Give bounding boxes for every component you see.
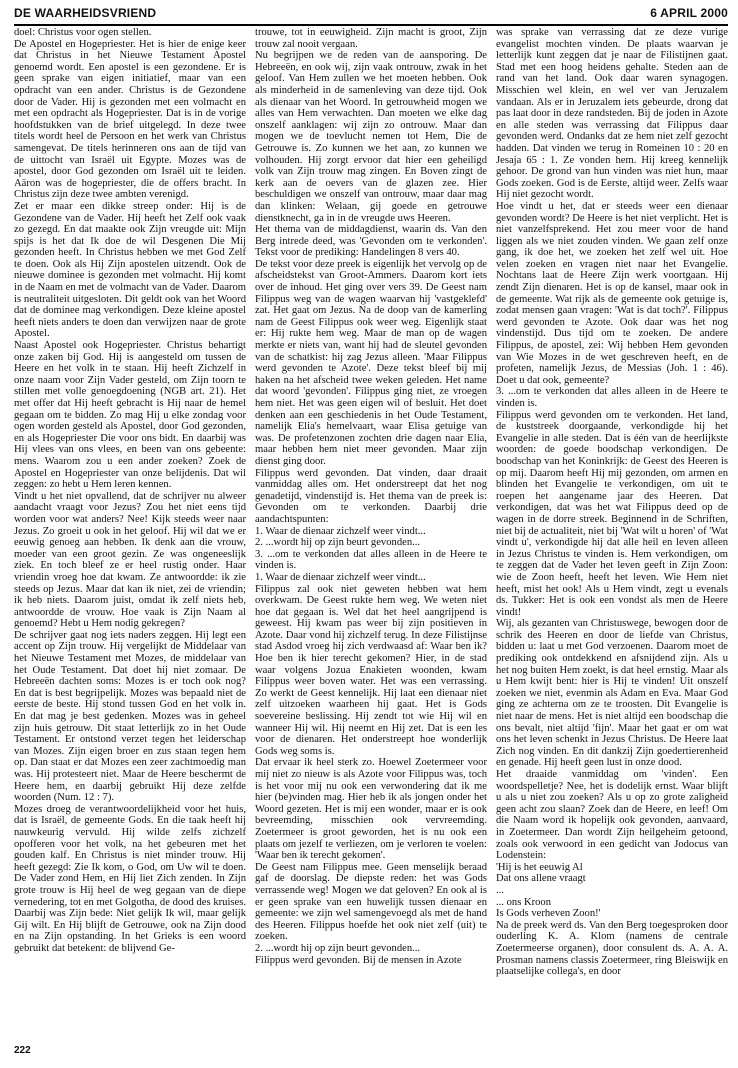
paragraph: 1. Waar de dienaar zichzelf weer vindt...	[255, 525, 426, 537]
paragraph: Dat ons allene vraagt	[496, 873, 586, 885]
paragraph: Dat ervaar ik heel sterk zo. Hoewel Zoetermeer voor mij niet zo nieuw is als Azote voor Filippus was, toch is het voor mij nu ook een verwondering dat ik me hier (be)vinden mag. Hier heb ik als jongen onder het Woord gezeten. Het is mij een wonder, maar er is ook bevreemding, misschien ook vervreemding. Zoetermeer is groot geworden, het is nu ook een plaats om jezelf te verliezen, om je verloren te voelen: 'Waar ben ik terecht gekomen'.	[255, 757, 487, 862]
paragraph: Wij, als gezanten van Christuswege, bewogen door de schrik des Heeren en door de liefde van Christus, bidden u: laat u met God verzoenen. Daarom moet de prediking ook ontdekkend en afsnijdend zijn. Als u het nog buiten Hem zoekt, is dat heel ernstig. Maar als u Hem kwijt bent: hier is Hij te vinden! Uit onszelf zoeken we niet, evenmin als Adam en Eva. Maar God ging ze achterna om ze te troosten. Dit Evangelie is niet naar de mens. Het is niet altijd een boodschap die ons bevalt, niet altijd 'fijn'. Maar het gaat er om wat ons het leven schenkt in Jezus Christus. De Heere laat Zich nog vinden. En dit dankzij Zijn goedertierenheid en genade. Hij heeft geen lust in onze dood.	[496, 618, 728, 769]
page-number: 222	[14, 1045, 31, 1056]
paragraph: 1. Waar de dienaar zichzelf weer vindt...	[255, 571, 426, 583]
paragraph: Nu begrijpen we de reden van de aansporing. De Hebreeën, en ook wij, zijn vaak ontrouw, zwak in het geloof. Van Hem zullen we het moeten hebben. Ook als minderheid in de samenleving van deze tijd. Ook als dienaar van het Woord. In getrouwheid mogen we alles van Hem verwachten. Dan moeten we elke dag onszelf aanklagen: wij zijn zo ontrouw. Maar dan mogen we de toevlucht nemen tot Hem, Die de Getrouwe is. Zo kunnen we het aan, zo kunnen we volhouden. Hij zorgt ervoor dat hier een geheiligd volk van Zijn trouw mag zingen. En Boven zingt de kerk aan de oevers van de glazen zee. Hier beschuldigen we onszelf van ontrouw, maar daar mag dan klinken: Welaan, gij goede en getrouwe dienstknecht, ga in in de vreugde uws Heeren.	[255, 50, 487, 224]
paragraph: Filippus zal ook niet geweten hebben wat hem overkwam. De Geest rukte hem weg. We weten niet hoe dat gegaan is. Wel dat het heel aangrijpend is geweest. Hij kwam pas weer bij zijn positieven in Azote. Daar vond hij zichzelf terug. In deze Filistijnse stad Asdod vroeg hij zich verdwaasd af: Waar ben ik? Hoe ben ik hier terecht gekomen? Hier, in de stad waar volgens Jozua Enakieten woonden, kwam Filippus weer boven water. Het was een verrassing. Zo werkt de Geest kennelijk. Hij laat een dienaar niet zelf uitzoeken waarheen hij gaat. Het is Gods soevereine beslissing. Hij zendt tot wie Hij wil en wanneer Hij wil. Hij neemt en Hij zet. Dat is een les voor de dienaren. Het onderstreept hoe wonderlijk Gods weg soms is.	[255, 583, 487, 757]
paragraph: 2. ...wordt hij op zijn beurt gevonden...	[255, 942, 421, 954]
paragraph: Het thema van de middagdienst, waarin ds. Van den Berg intrede deed, was 'Gevonden om te verkonden'. Tekst voor de prediking: Handelingen 8 vers 40.	[255, 224, 487, 259]
paragraph: Vindt u het niet opvallend, dat de schrijver nu alweer aandacht vraagt voor Jezus? Zou het niet eens tijd worden voor wat anders? Nee! Kijk steeds weer naar Jezus. Zo groeit u ook in het geloof. Hij wil dat we er eeuwig genoeg aan hebben. Ik denk aan die vrouw, moeder van een groot gezin. Ze was ongeneeslijk ziek. En toch bleef ze er heel rustig onder. Haar vriendin vroeg hoe dat kwam. Ze antwoordde: ik zie steeds op Jezus. Maar dat kan ik niet, zei de vriendin; ik heb niets. Daarom juist, omdat ik zelf niets heb, antwoordde de vrouw. Hoe vaak is Zijn Naam al genoemd? Hebt u Hem nodig gekregen?	[14, 490, 246, 630]
article-body	[14, 27, 728, 1045]
paragraph: De Geest nam Filippus mee. Geen menselijk beraad gaf de doorslag. De diepste reden: het was Gods verrassende weg! Mogen we dat geloven? En ook al is er geen sprake van een huwelijk tussen dienaar en gemeente: we zijn wel samengevoegd als met de hand des Heeren. Filippus hoefde het ook niet zelf (uit) te zoeken.	[255, 861, 487, 943]
column-2	[255, 27, 487, 1045]
column-1	[14, 27, 246, 1045]
paragraph: 3. ...om te verkonden dat alles alleen in de Heere te vinden is.	[496, 386, 728, 409]
paragraph: 'Hij is het eeuwig Al	[496, 861, 583, 873]
paragraph: Hoe vindt u het, dat er steeds weer een dienaar gevonden wordt? De Heere is het niet verplicht. Het is niet vanzelfsprekend. Het zou meer voor de hand liggen als we niet zouden vinden. We gaan zelf onze gang, ik doe het, we zoeken het zelf wel uit. Hoe velen zoeken en vragen niet naar het Evangelie. Nochtans laat de Heere Zijn werk voortgaan. Hij zendt Zijn dienaren. Het is op de kansel, maar ook in de gemeente. Wat rijk als de gemeente ook getuige is, zodat mensen gaan vragen: 'Wat is dat toch?'. Filippus werd gevonden te Azote. Ook daar was het nog vindenstijd. Dus tijd om te zoeken. De andere Filippus, de apostel, zei: Wij hebben Hem gevonden van Wie Mozes in de wet geschreven heeft, en de profeten, namelijk Jezus, de Messias (Joh. 1 : 46). Doet u dat ook, gemeente?	[496, 200, 728, 386]
paragraph: ...	[496, 884, 504, 896]
paragraph: Na de preek werd ds. Van den Berg toegesproken door ouderling K. A. Klom (namens de centrale Zoetermeerse organen), door consulent ds. A. A. A. Prosman namens classis Zoetermeer, ring Bleiswijk en plaatselijke collega's, en door	[496, 919, 728, 978]
paragraph: Filippus werd gevonden. Bij de mensen in Azote	[255, 954, 462, 966]
paragraph: doel: Christus voor ogen stellen.	[14, 27, 152, 38]
page-header	[14, 4, 728, 26]
publication-title: DE WAARHEIDSVRIEND	[14, 6, 157, 20]
paragraph: 3. ...om te verkonden dat alles alleen in de Heere te vinden is.	[255, 548, 487, 572]
issue-date: 6 APRIL 2000	[650, 6, 728, 20]
column-3	[496, 27, 728, 1045]
paragraph: De tekst voor deze preek is eigenlijk het vervolg op de afscheidstekst van Groot-Ammers. Daarom kort iets over de inhoud. Het ging over vers 39. De Geest nam Filippus weg van de wagen waarvan hij 'vastgeklefd' zat. Het gaat om Jezus. Na de doop van de kamerling nam de Geest Filippus ook weer weg. Eigenlijk staat er: Hij rukte hem weg. Maar de man op de wagen merkte er niets van, want hij had de sleutel gevonden van de schatkist: hij zag Jezus alleen. 'Maar Filippus werd gevonden te Azote'. Deze tekst bleef bij mij haken na het afscheid twee weken geleden. Het name dat woord 'gevonden'. Filippus ging niet, ze vroegen hem niet. Het was geen eigen wil of besluit. Het doet denken aan een geschiedenis in het Oude Testament, namelijk Elia's hemelvaart, waar Elisa getuige van was. De profetenzonen zochten drie dagen naar Elia, maar hebben hem niet meer gevonden. Maar zijn dienst ging door.	[255, 258, 487, 467]
paragraph: ... ons Kroon	[496, 896, 552, 908]
paragraph: Filippus werd gevonden. Dat vinden, daar draait vanmiddag alles om. Het onderstreept dat het nog genadetijd, vindenstijd is. Het thema van de preek is: Gevonden om te verkonden. Daarbij drie aandachtspunten:	[255, 467, 487, 525]
paragraph: Is Gods verheven Zoon!'	[496, 908, 601, 920]
paragraph: Het draaide vanmiddag om 'vinden'. Een woordspelletje? Nee, het is dodelijk ernst. Waar blijft u als u niet zou zoeken? Als u op zo grote zaligheid geen acht zou slaan? Zoek dan de Heere, en leef! Om die Naam word ik hopelijk ook gevonden, aanvaard, in Zoetermeer. Dan wordt Zijn heilgeheim getoond, zoals ook verwoord in een gedicht van Jodocus van Lodenstein:	[496, 769, 728, 862]
paragraph: De schrijver gaat nog iets naders zeggen. Hij legt een accent op Zijn trouw. Hij vergelijkt de Middelaar van het Nieuwe Testament met Mozes, de middelaar van het Oude Testament. Dat doet hij niet zomaar. De Hebreeën dachten soms: Mozes is er toch ook nog? En dat is best begrijpelijk. Mozes was bepaald niet de eerste de beste. Hij stond tussen God en het volk in. En dat mag je best gedenken. Mozes was in geheel zijn huis getrouw. Dit staat letterlijk zo in het Oude Testament. Er ontstond verzet tegen het leiderschap van Mozes. Zijn eigen broer en zus staan tegen hem op. Dan staat er dat Mozes een zeer zachtmoedig man was. Hij protesteert niet. Maar de Heere beschermt de Heere hem, en daarbij gebruikt Hij deze zelfde woorden (Num. 12 : 7).	[14, 629, 246, 804]
paragraph: Naast Apostel ook Hogepriester. Christus behartigt onze zaken bij God. Hij is aangesteld om tussen de Heere en het volk in te staan. Hij heeft Zichzelf in onze naam voor Zijn Vader gesteld, om Zijn toorn te stillen met volle genoegdoening (NGB art. 21). Het met offer dat Hij heeft gebracht is Hij naar de hemel gegaan om te bidden. Zo mag Hij u elke zondag voor ogen worden gesteld als Apostel, door God gezonden, en als Hogepriester Die voor ons bidt. En daarbij was Hij vlees van ons vlees, en been van ons gebeente: mens. Waarom zou u een ander zoeken? Zoek de Apostel en Hogepriester van onze belijdenis. Dat wil zeggen: zo hebt u Hem leren kennen.	[14, 340, 246, 491]
paragraph: Mozes droeg de verantwoordelijkheid voor het huis, dat is Israël, de gemeente Gods. En die taak heeft hij nauwkeurig vervuld. Hij wilde zelfs zichzelf opofferen voor het volk, na het gebeuren met het gouden kalf. En Christus is niet minder trouw. Hij heeft gezegd: Zie Ik kom, o God, om Uw wil te doen. De Vader zond Hem, en Hij liet Zich zenden. In Zijn grote trouw is Hij heel de weg gegaan van de diepe vernedering, tot en met Golgotha, de dood des kruises. Daarbij was Zijn bede: Niet gelijk Ik wil, maar gelijk Gij wilt. En Hij blijft de Getrouwe, ook na Zijn dood en na Zijn opstanding. In het Grieks is een woord gebruikt dat betekent: de blijvend Ge-	[14, 803, 246, 954]
paragraph: De Apostel en Hogepriester. Het is hier de enige keer dat Christus in het Nieuwe Testament Apostel genoemd wordt. Een apostel is een gezondene. Er is geen sprake van eigen initiatief, maar van een opdracht van een ander. Christus is de Gezondene door de Vader. Hij is gezonden met een volmacht en met een opdracht als Hogepriester. Dat is in de vorige hoofdstukken van de brief uitgelegd. In deze twee titels wordt heel de Persoon en het werk van Christus samengevat. De titels herinneren ons aan de tijd van de uittocht van Israël uit Egypte. Mozes was de apostel, door God gezonden om Israël uit te leiden. Aäron was de hogepriester, die de offers bracht. In Christus zijn deze twee ambten verenigd.	[14, 38, 246, 201]
paragraph: Zet er maar een dikke streep onder: Hij is de Gezondene van de Vader. Hij heeft het Zelf ook vaak zo gezegd. En dat maakte ook Zijn vreugde uit: Mijn spijs is het dat Ik doe de wil Desgenen Die Mij gezonden heeft. In Christus hebben we met God Zelf te doen. Ook als Hij Zijn apostelen uitzendt. Ook de nieuwe dominee is gezonden met volmacht. Hij komt in de Naam en met de volmacht van de Vader. Daarom is neutraliteit uitgesloten. Dit geldt ook van het Woord dat de dominee mag verkondigen. Deze kleine apostel heeft niets anders te doen dan verwijzen naar de grote Apostel.	[14, 200, 246, 340]
paragraph: trouwe, tot in eeuwigheid. Zijn macht is groot, Zijn trouw zal nooit vergaan.	[255, 27, 487, 50]
paragraph: was sprake van verrassing dat ze deze vurige evangelist mochten vinden. De plaats waarvan je letterlijk kunt zeggen dat je naar de Filistijnen gaat. Stad met een hoog heidens gehalte. Steden aan de rand van het land. Ook daar waren synagogen. Misschien wel klein, en wel ver van Jeruzalem vandaan. Als er in Jeruzalem iets gebeurde, drong dat pas laat door in deze randsteden. Bij de joden in Azote en alle steden was verrassing dat Filippus daar gevonden werd. Ondanks dat ze hem niet zelf gezocht hadden. Dat vinden we terug in Romeinen 10 : 20 en Jesaja 65 : 1. Ze vonden hem. Hij kreeg kennelijk gehoor. De grond van hun vinden was niet hun, maar Gods zoeken. God is de Eerste, altijd weer. Zelfs waar Hij niet gezocht wordt.	[496, 27, 728, 201]
paragraph: Filippus werd gevonden om te verkonden. Het land, de kuststreek doorgaande, verkondigde hij het Evangelie in alle steden. Dat is één van de heerlijkste woorden: de goede boodschap verkondigen. De boodschap van het Koninkrijk: de Geest des Heeren is op mij. Daarom heeft Hij mij gezonden, om armen en blinden het Evangelie te verkondigen, om uit te roepen het aangename jaar des Heeren. Dat verkondigen, dat was het wat Filippus deed op de wagen in de dorre streek. Beginnend in de Schriften, niet bij de actualiteit, niet bij 'Wat wilt u horen' of 'Wat vindt u', verkondigde hij dat alle heil en leven alleen in Jezus Christus te vinden is. Hem verkondigen, om te zeggen dat de Vader het leven geeft in Zijn Zoon: wie de Zoon heeft, heeft het leven. Wie Hem niet heeft, mist het ook! Als u Hem vindt, zegt u evenals ds. Tukker: Het is ook een vondst als men de Heere vindt!	[496, 409, 728, 618]
paragraph: 2. ...wordt hij op zijn beurt gevonden...	[255, 537, 421, 549]
